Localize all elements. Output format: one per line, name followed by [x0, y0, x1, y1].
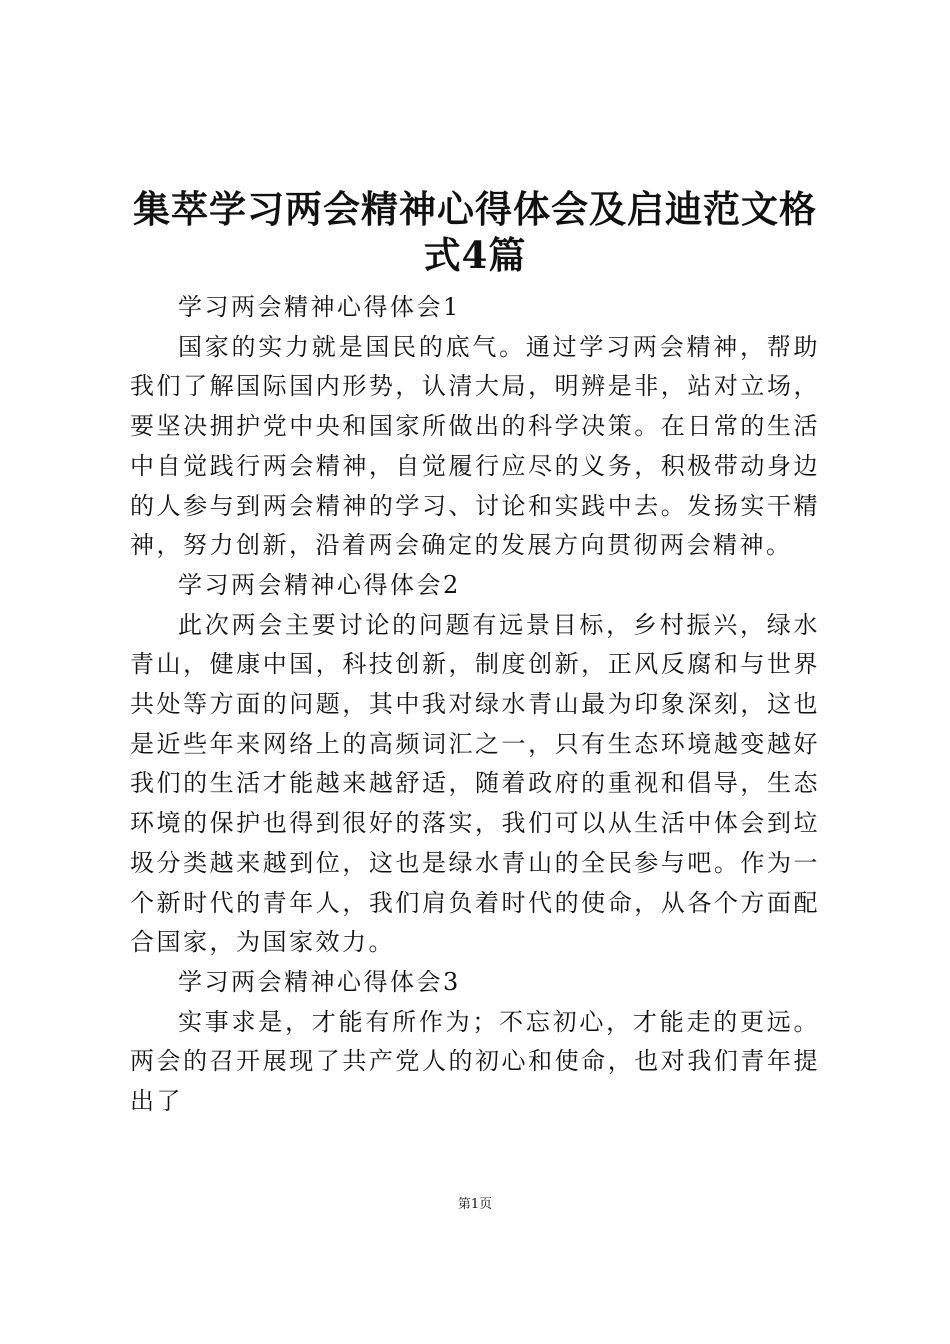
section-heading-3: 学习两会精神心得体会3: [178, 967, 461, 996]
paragraph-1: 国家的实力就是国民的底气。通过学习两会精神，帮助我们了解国际国内形势，认清大局，明辨是非，站对立场，要坚决拥护党中央和国家所做出的科学决策。在日常的生活中自觉践行两会精神，自觉履行应尽的义务，积极带动身边的人参与到两会精神的学习、讨论和实践中去。发扬实干精神，努力创新，沿着两会确定的发展方向贯彻两会精神。: [130, 332, 820, 560]
section-heading-2: 学习两会精神心得体会2: [178, 570, 461, 599]
paragraph-3: 实事求是，才能有所作为；不忘初心，才能走的更远。两会的召开展现了共产党人的初心和使命，也对我们青年提出了: [130, 1007, 820, 1116]
document-title: 集萃学习两会精神心得体会及启迪范文格式4篇: [133, 187, 817, 277]
page-number: 第1页: [457, 1197, 493, 1212]
document-body: [130, 288, 820, 1122]
section-heading-1: 学习两会精神心得体会1: [178, 293, 461, 321]
paragraph-2: 此次两会主要讨论的问题有远景目标，乡村振兴，绿水青山，健康中国，科技创新，制度创新，正风反腐和与世界共处等方面的问题，其中我对绿水青山最为印象深刻，这也是近些年来网络上的高频词汇之一，只有生态环境越变越好我们的生活才能越来越舒适，随着政府的重视和倡导，生态环境的保护也得到很好的落实，我们可以从生活中体会到垃圾分类越来越到位，这也是绿水青山的全民参与吧。作为一个新时代的青年人，我们肩负着时代的使命，从各个方面配合国家，为国家效力。: [130, 610, 820, 957]
